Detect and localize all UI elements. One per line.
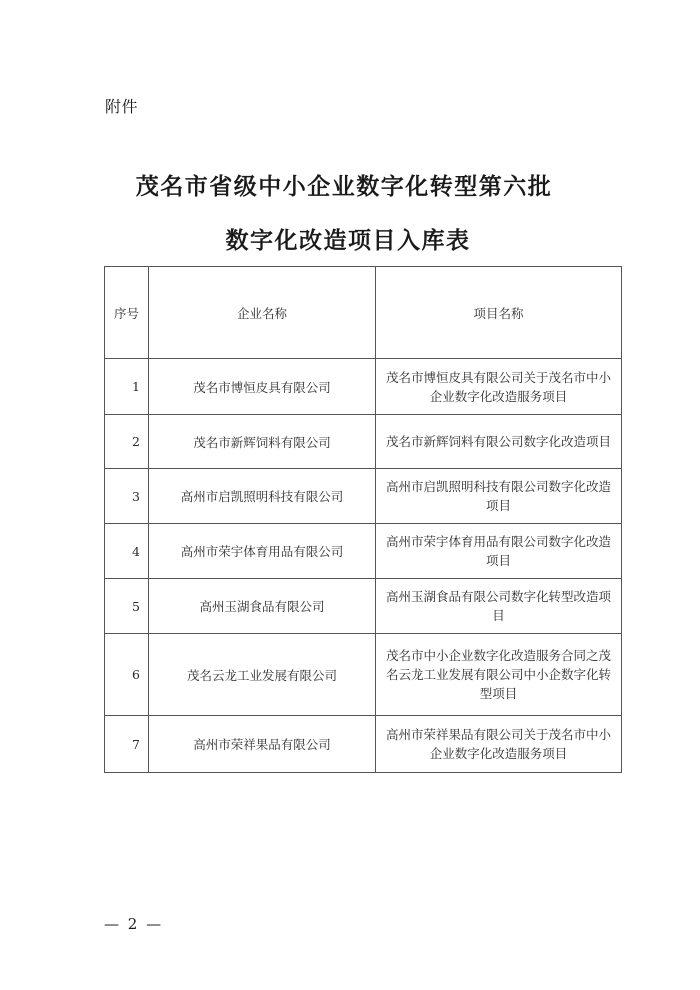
- header-project-name: 项目名称: [376, 267, 622, 359]
- row-project: 高州市荣祥果品有限公司关于茂名市中小企业数字化改造服务项目: [376, 716, 622, 773]
- row-no: 1: [105, 359, 149, 415]
- row-company: 茂名云龙工业发展有限公司: [149, 634, 376, 716]
- table-row: [105, 524, 622, 579]
- row-company: 高州市启凯照明科技有限公司: [149, 469, 376, 524]
- table-row: [105, 469, 622, 524]
- project-table: [104, 266, 622, 773]
- row-company: 茂名市博恒皮具有限公司: [149, 359, 376, 415]
- row-project: 茂名市新辉饲料有限公司数字化改造项目: [376, 415, 622, 469]
- table-row: [105, 415, 622, 469]
- table-row: [105, 634, 622, 716]
- row-project: 茂名市博恒皮具有限公司关于茂名市中小企业数字化改造服务项目: [376, 359, 622, 415]
- attachment-label: 附件: [105, 97, 139, 116]
- row-no: 6: [105, 634, 149, 716]
- table-header-row: [105, 267, 622, 359]
- table-row: [105, 579, 622, 634]
- row-company: 高州市荣祥果品有限公司: [149, 716, 376, 773]
- row-no: 2: [105, 415, 149, 469]
- row-project: 高州玉湖食品有限公司数字化转型改造项目: [376, 579, 622, 634]
- row-project: 茂名市中小企业数字化改造服务合同之茂名云龙工业发展有限公司中小企数字化转型项目: [376, 634, 622, 716]
- header-serial-no: 序号: [105, 267, 149, 359]
- document-title-line1: 茂名市省级中小企业数字化转型第六批: [135, 173, 553, 200]
- row-no: 7: [105, 716, 149, 773]
- row-company: 高州玉湖食品有限公司: [149, 579, 376, 634]
- row-project: 高州市启凯照明科技有限公司数字化改造项目: [376, 469, 622, 524]
- table-row: [105, 716, 622, 773]
- document-title-line2: 数字化改造项目入库表: [225, 227, 471, 254]
- row-no: 3: [105, 469, 149, 524]
- row-no: 4: [105, 524, 149, 579]
- header-company-name: 企业名称: [149, 267, 376, 359]
- row-no: 5: [105, 579, 149, 634]
- table-row: [105, 359, 622, 415]
- row-company: 茂名市新辉饲料有限公司: [149, 415, 376, 469]
- page-number: — 2 —: [104, 915, 164, 933]
- row-project: 高州市荣宇体育用品有限公司数字化改造项目: [376, 524, 622, 579]
- row-company: 高州市荣宇体育用品有限公司: [149, 524, 376, 579]
